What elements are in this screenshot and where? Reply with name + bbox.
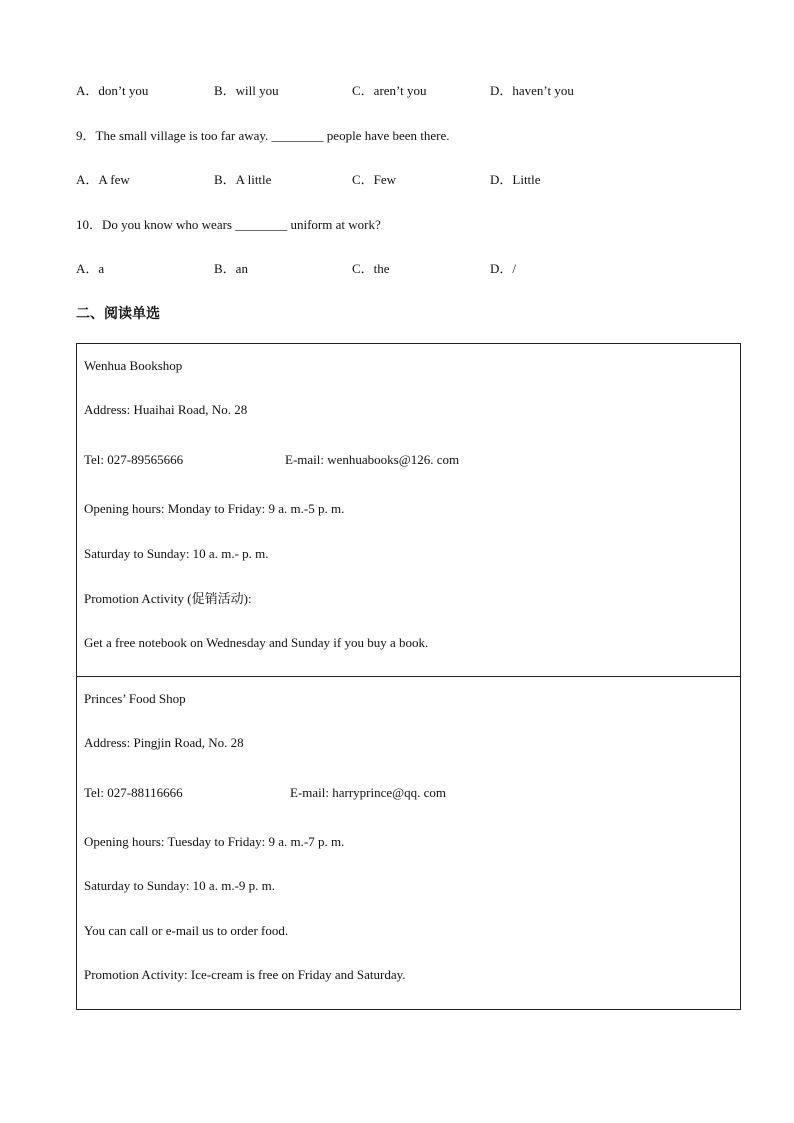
q8-option-c: C．aren’t you — [352, 83, 427, 98]
section-title: 二、阅读单选 — [76, 306, 160, 322]
q9-option-b: B．A little — [214, 172, 272, 187]
q9-option-a: A．A few — [76, 172, 130, 187]
shop-hours-weekday: Opening hours: Monday to Friday: 9 a. m.-5 p. m. — [84, 501, 345, 516]
q9-option-d: D．Little — [490, 172, 541, 187]
shop-hours-weekend: Saturday to Sunday: 10 a. m.-9 p. m. — [84, 878, 276, 893]
shop-card-wenhua — [76, 343, 741, 677]
shop-tel: Tel: 027-88116666 — [84, 785, 183, 800]
shop-address: Address: Huaihai Road, No. 28 — [84, 402, 248, 417]
shop-promotion-detail: Get a free notebook on Wednesday and Sunday if you buy a book. — [84, 635, 429, 650]
shop-email: E-mail: harryprince@qq. com — [290, 785, 446, 800]
shop-promotion: Promotion Activity: Ice-cream is free on Friday and Saturday. — [84, 967, 406, 982]
shop-email: E-mail: wenhuabooks@126. com — [285, 452, 460, 467]
q8-option-b: B．will you — [214, 83, 279, 98]
q10-option-b: B．an — [214, 261, 248, 276]
q10-option-c: C．the — [352, 261, 390, 276]
q10-option-d: D．/ — [490, 261, 517, 276]
q8-option-d: D．haven’t you — [490, 83, 574, 98]
shop-promotion-label: Promotion Activity (促销活动): — [84, 591, 252, 606]
shop-address: Address: Pingjin Road, No. 28 — [84, 735, 244, 750]
shop-hours-weekend: Saturday to Sunday: 10 a. m.- p. m. — [84, 546, 269, 561]
shop-card-princes — [76, 676, 741, 1010]
q8-option-a: A．don’t you — [76, 83, 149, 98]
shop-name: Princes’ Food Shop — [84, 691, 186, 706]
shop-hours-weekday: Opening hours: Tuesday to Friday: 9 a. m.-7 p. m. — [84, 834, 345, 849]
shop-name: Wenhua Bookshop — [84, 358, 183, 373]
q10-question: 10．Do you know who wears ________ uniform at work? — [76, 217, 381, 232]
q10-option-a: A．a — [76, 261, 105, 276]
shop-tel: Tel: 027-89565666 — [84, 452, 184, 467]
q9-option-c: C．Few — [352, 172, 397, 187]
q9-question: 9．The small village is too far away. ________ people have been there. — [76, 128, 450, 143]
shop-order-info: You can call or e-mail us to order food. — [84, 923, 289, 938]
